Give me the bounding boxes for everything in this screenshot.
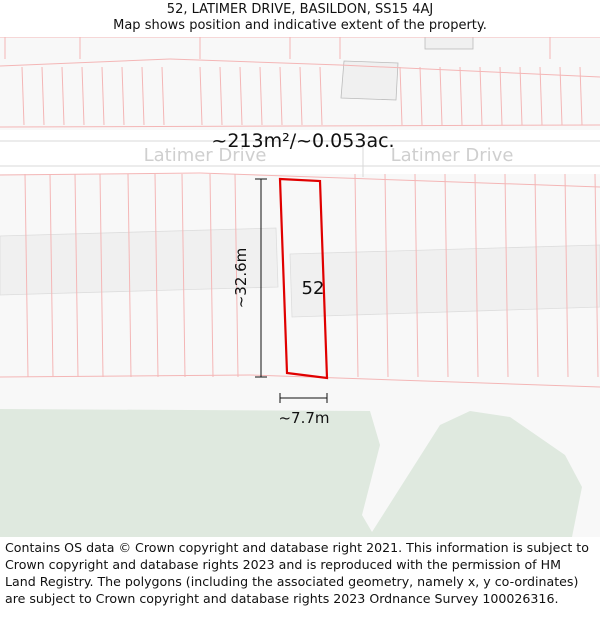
building	[425, 37, 473, 49]
street-label-east: Latimer Drive	[390, 145, 514, 166]
map-subtitle: Map shows position and indicative extent of the property.	[113, 18, 487, 33]
map-title: 52, LATIMER DRIVE, BASILDON, SS15 4AJ	[166, 2, 434, 17]
house-number: 52	[301, 278, 325, 299]
area-label: ~213m²/~0.053ac.	[211, 130, 395, 152]
width-label: ~7.7m	[278, 409, 330, 427]
property-map	[0, 37, 600, 537]
green-space	[0, 409, 582, 537]
building	[290, 245, 600, 317]
copyright-notice: Contains OS data © Crown copyright and database right 2021. This information is subject to Crown copyright and database rights 2023 and is reproduced with the permission of HM Land Registry. The polygons (including the associated geometry, namely x, y co-ordinates) are subject to Crown copyright and database rights 2023 Ordnance Survey 100026316.	[5, 540, 589, 606]
height-label: ~32.6m	[232, 247, 250, 309]
street-label-west: Latimer Drive	[143, 145, 267, 166]
